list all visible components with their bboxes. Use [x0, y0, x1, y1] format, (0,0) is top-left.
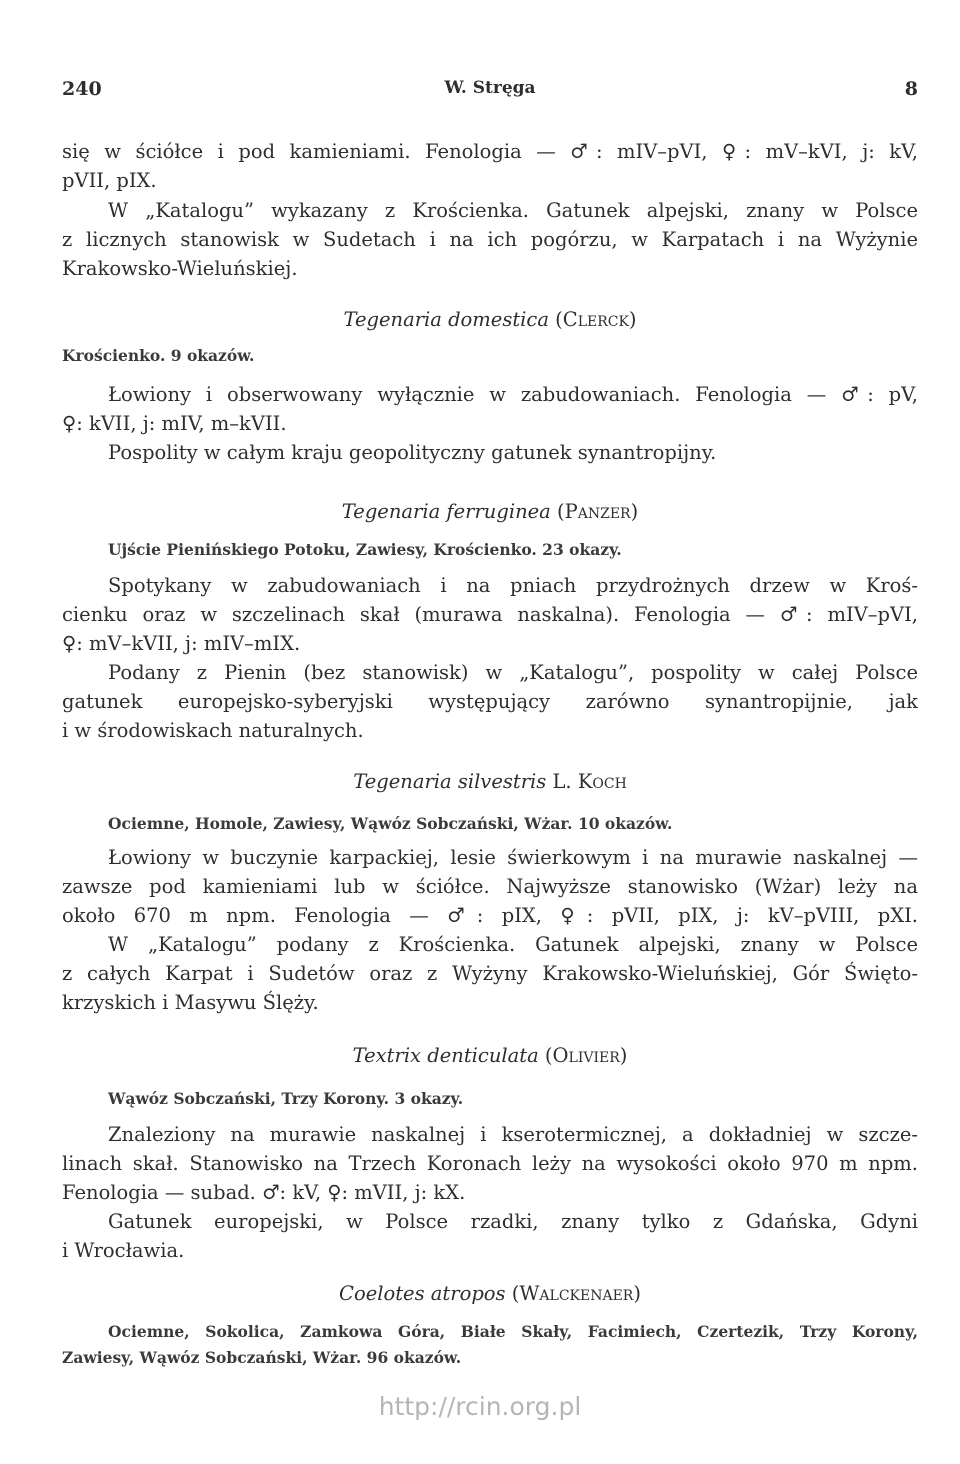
locality-line: Ociemne, Sokolica, Zamkowa Góra, Białe Skały, Facimiech, Czertezik, Trzy Korony,	[108, 1322, 918, 1341]
text-line: zawsze pod kamieniami lub w ściółce. Najwyższe stanowisko (Wżar) leży na	[62, 875, 918, 898]
text-line: linach skał. Stanowisko na Trzech Koronach leży na wysokości około 970 m npm.	[62, 1152, 918, 1175]
species-name: Textrix denticulata	[352, 1044, 539, 1067]
species-name: Tegenaria domestica	[343, 308, 549, 331]
species-heading	[62, 306, 918, 334]
text-line: W „Katalogu” wykazany z Krościenka. Gatunek alpejski, znany w Polsce	[108, 199, 918, 222]
text-line: Łowiony w buczynie karpackiej, lesie świerkowym i na murawie naskalnej —	[108, 846, 918, 869]
locality-block	[108, 1319, 918, 1345]
section-number: 8	[904, 78, 918, 100]
species-name: Coelotes atropos	[339, 1282, 506, 1305]
text-line: W „Katalogu” podany z Krościenka. Gatunek alpejski, znany w Polsce	[108, 933, 918, 956]
text-line: Spotykany w zabudowaniach i na pniach przydrożnych drzew w Kroś-	[108, 574, 918, 597]
text-line: około 670 m npm. Fenologia — ♂: pIX, ♀: pVII, pIX, j: kV–pVIII, pXI.	[62, 904, 918, 927]
text-line: z całych Karpat i Sudetów oraz z Wyżyny Krakowsko-Wieluńskiej, Gór Święto-	[62, 962, 918, 985]
paragraph	[62, 380, 918, 467]
text-line: gatunek europejsko-syberyjski występujący zarówno synantropijnie, jak	[62, 690, 918, 713]
text-line: z licznych stanowisk w Sudetach i na ich pogórzu, w Karpatach i na Wyżynie	[62, 228, 918, 251]
text-line: Łowiony i obserwowany wyłącznie w zabudowaniach. Fenologia — ♂: pV,	[108, 383, 918, 406]
species-author: (Walckenaer)	[511, 1282, 641, 1305]
paragraph	[62, 137, 918, 195]
text-line: Fenologia — subad. ♂: kV, ♀: mVII, j: kX.	[62, 1181, 466, 1204]
species-heading	[62, 1042, 918, 1070]
species-author: (Clerck)	[555, 308, 637, 331]
locality-line: Krościenko. 9 okazów.	[62, 346, 255, 365]
running-author: W. Stręga	[444, 78, 536, 98]
text-line: ♀: kVII, j: mIV, m–kVII.	[62, 412, 287, 435]
species-author: (Olivier)	[544, 1044, 628, 1067]
species-name: Tegenaria silvestris	[353, 770, 547, 793]
paragraph	[62, 571, 918, 745]
text-line: krzyskich i Masywu Ślęży.	[62, 991, 319, 1014]
paragraph	[62, 1120, 918, 1265]
text-line: Podany z Pienin (bez stanowisk) w „Katalogu”, pospolity w całej Polsce	[108, 661, 918, 684]
locality-line: Ociemne, Homole, Zawiesy, Wąwóz Sobczański, Wżar. 10 okazów.	[108, 814, 673, 833]
text-line: i Wrocławia.	[62, 1239, 185, 1262]
source-watermark: http://rcin.org.pl	[378, 1392, 582, 1421]
locality-block	[62, 1345, 918, 1371]
locality-line: Ujście Pienińskiego Potoku, Zawiesy, Krościenko. 23 okazy.	[108, 540, 622, 559]
text-line: pVII, pIX.	[62, 169, 157, 192]
text-line: ♀: mV–kVII, j: mIV–mIX.	[62, 632, 301, 655]
text-line: Krakowsko-Wieluńskiej.	[62, 257, 298, 280]
locality-line: Wąwóz Sobczański, Trzy Korony. 3 okazy.	[108, 1089, 464, 1108]
paragraph	[62, 843, 918, 1017]
text-line: Gatunek europejski, w Polsce rzadki, znany tylko z Gdańska, Gdyni	[108, 1210, 918, 1233]
locality-line: Zawiesy, Wąwóz Sobczański, Wżar. 96 okazów.	[62, 1348, 462, 1367]
text-line: Pospolity w całym kraju geopolityczny gatunek synantropijny.	[108, 441, 717, 464]
species-author: L. Koch	[552, 770, 627, 793]
paragraph	[62, 196, 918, 283]
text-line: cienku oraz w szczelinach skał (murawa naskalna). Fenologia — ♂: mIV–pVI,	[62, 603, 918, 626]
species-heading	[62, 1280, 918, 1308]
species-heading	[62, 768, 918, 796]
species-author: (Panzer)	[557, 500, 639, 523]
page-number: 240	[62, 78, 102, 100]
species-name: Tegenaria ferruginea	[341, 500, 551, 523]
text-line: Znaleziony na murawie naskalnej i kserotermicznej, a dokładniej w szcze-	[108, 1123, 918, 1146]
running-header	[62, 78, 918, 106]
text-line: się w ściółce i pod kamieniami. Fenologia — ♂: mIV–pVI, ♀: mV–kVI, j: kV,	[62, 140, 918, 163]
text-line: i w środowiskach naturalnych.	[62, 719, 364, 742]
species-heading	[62, 498, 918, 526]
